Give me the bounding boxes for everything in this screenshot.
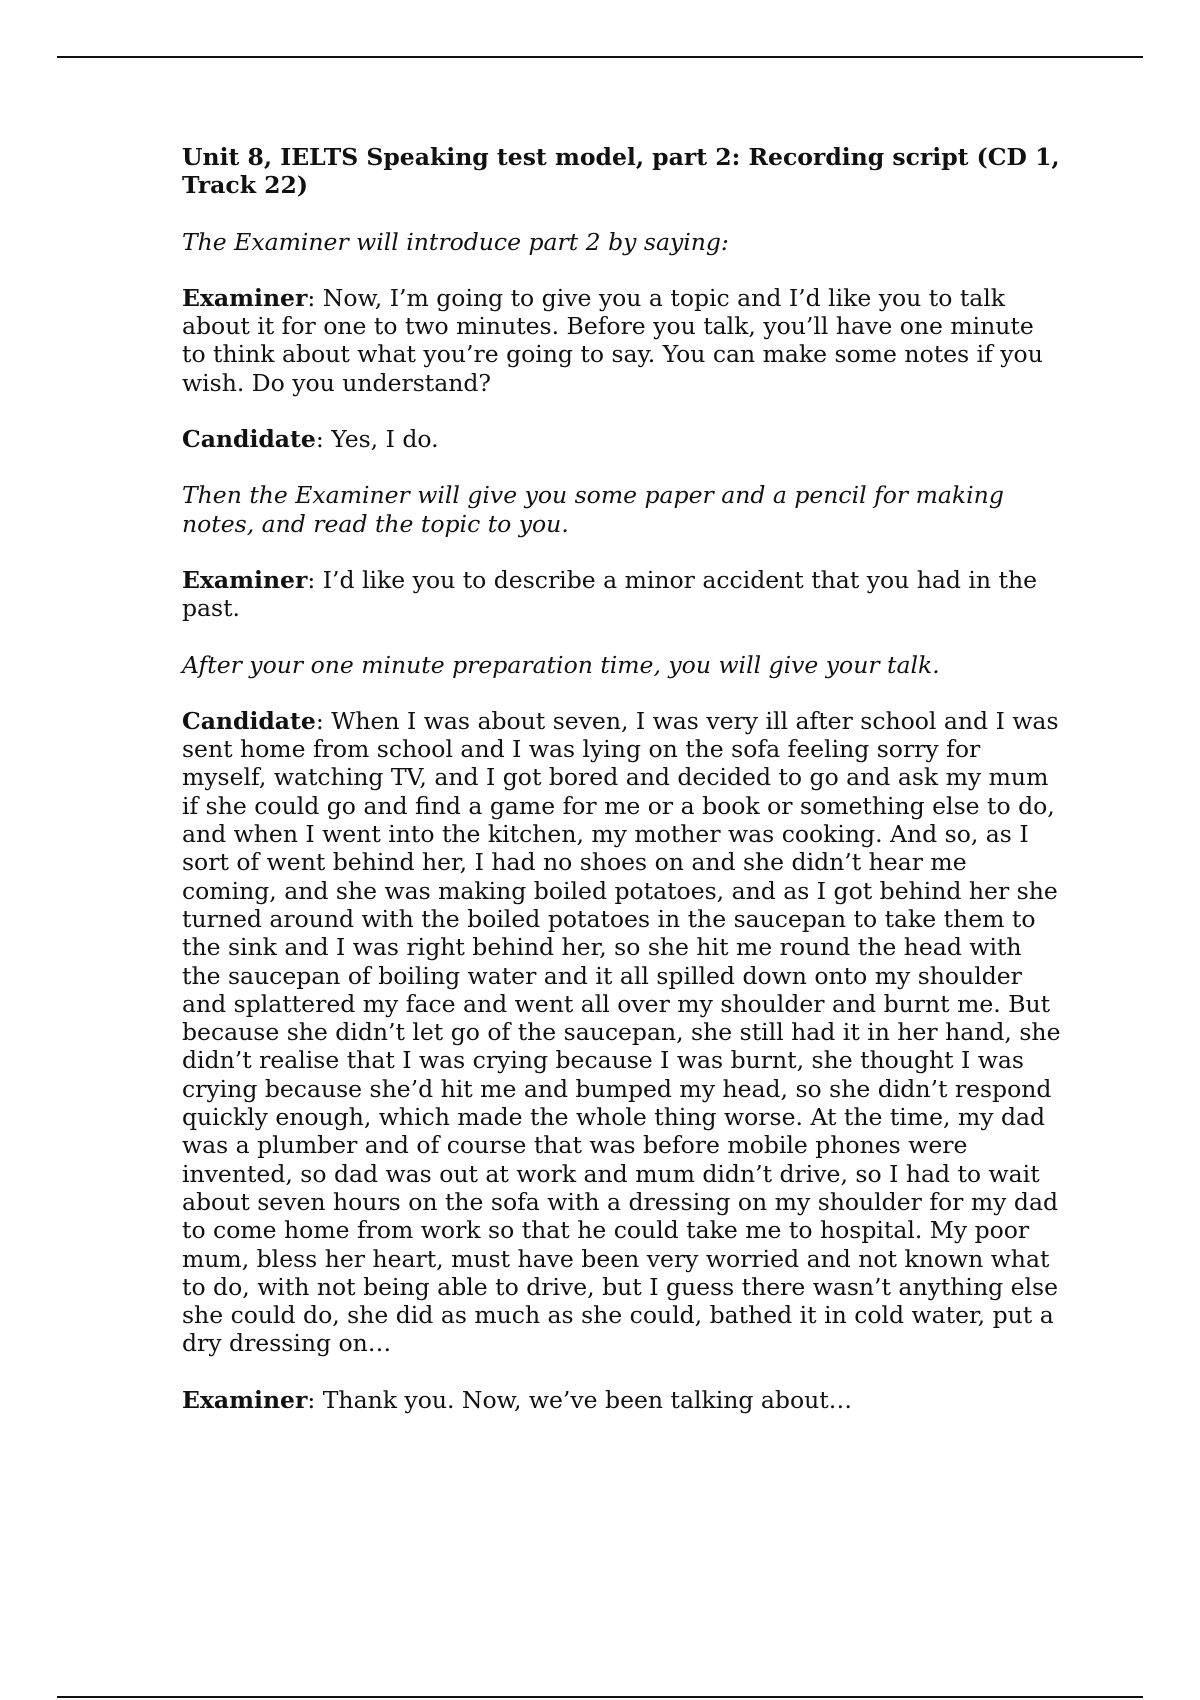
intro-instruction: The Examiner will introduce part 2 by saying:	[182, 227, 729, 256]
speaker-label: Candidate	[182, 706, 316, 735]
speaker-label: Examiner	[182, 565, 308, 594]
dialogue-text: : Yes, I do.	[315, 425, 439, 454]
speaker-label: Examiner	[182, 1385, 308, 1414]
dialogue-text: : Thank you. Now, we’ve been talking about…	[307, 1385, 853, 1414]
top-rule	[57, 56, 1143, 58]
speaker-label: Examiner	[182, 283, 308, 312]
dialogue-examiner-topic	[182, 566, 1062, 623]
dialogue-examiner-close	[182, 1386, 1062, 1414]
dialogue-candidate-talk	[182, 707, 1062, 1358]
speaker-label: Candidate	[182, 425, 316, 454]
topic-instruction: Then the Examiner will give you some paper and a pencil for making notes, and read the topic to you.	[182, 481, 1004, 538]
recording-script	[182, 143, 1062, 1442]
bottom-rule	[57, 1696, 1143, 1698]
dialogue-text: : When I was about seven, I was very ill after school and I was sent home from school and I was lying on the sofa feeling sorry for myself, watching TV, and I got bored and decided to go and ask my mum if she could go and find a game for me or a book or something else to do, and when I went into the kitchen, my mother was cooking. And so, as I sort of went behind her, I had no shoes on and she didn’t hear me coming, and she was making boiled potatoes, and as I got behind her she turned around with the boiled potatoes in the saucepan to take them to the sink and I was right behind her, so she hit me round the head with the saucepan of boiling water and it all spilled down onto my shoulder and splattered my face and went all over my shoulder and burnt me. But because she didn’t let go of the saucepan, she still had it in her hand, she didn’t realise that I was crying because I was burnt, she thought I was crying because she’d hit me and bumped my head, so she didn’t respond quickly enough, which made the whole thing worse. At the time, my dad was a plumber and of course that was before mobile phones were invented, so dad was out at work and mum didn’t drive, so I had to wait about seven hours on the sofa with a dressing on my shoulder for my dad to come home from work so that he could take me to hospital. My poor mum, bless her heart, must have been very worried and not known what to do, with not being able to drive, but I guess there wasn’t anything else she could do, she did as much as she could, bathed it in cold water, put a dry dressing on…	[182, 706, 1061, 1358]
dialogue-text: : I’d like you to describe a minor accident that you had in the past.	[182, 565, 1038, 623]
prep-instruction: After your one minute preparation time, you will give your talk.	[182, 650, 940, 679]
dialogue-text: : Now, I’m going to give you a topic and I’d like you to talk about it for one to two minutes. Before you talk, you’ll have one minute to think about what you’re going to say. You can make some notes if you wish. Do you understand?	[182, 283, 1043, 397]
dialogue-examiner-intro	[182, 284, 1062, 397]
page-title: Unit 8, IELTS Speaking test model, part 2: Recording script (CD 1, Track 22)	[182, 143, 1060, 200]
dialogue-candidate-reply	[182, 425, 1062, 453]
